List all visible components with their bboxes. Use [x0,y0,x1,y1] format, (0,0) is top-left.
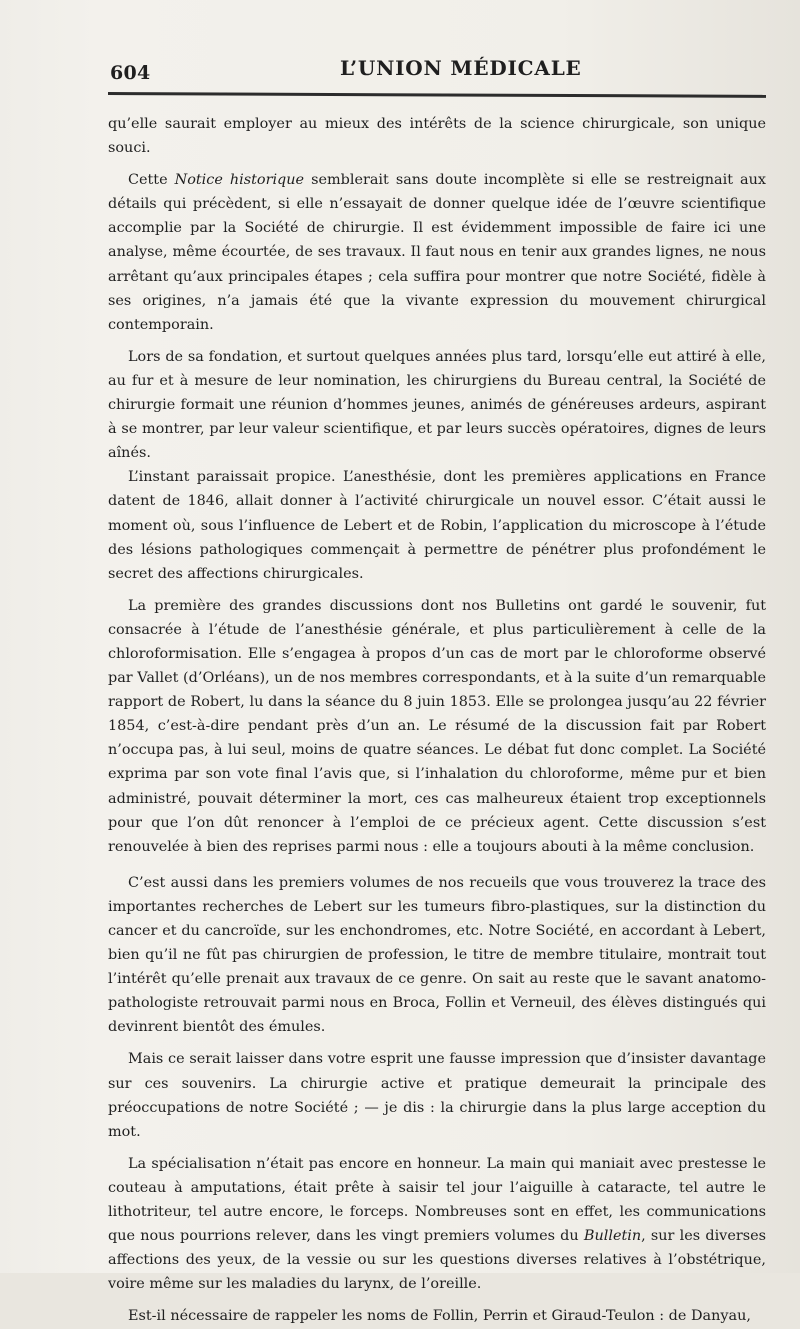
paragraph-chirurgie-active: Mais ce serait laisser dans votre esprit une fausse impression que d’insister davantage sur ces souvenirs. La chirurgie active et pratique demeurait la principale des préoccupations de notre Société ; — je dis : la chirurgie dans la plus large acception du mot. [108,1051,766,1140]
header-rule [108,92,766,98]
body-text [108,112,766,1329]
notice-historique-title: Notice historique [174,172,305,189]
paragraph-anesthesie: L’instant paraissait propice. L’anesthésie, dont les premières applications en France datent de 1846, allait donner à l’activité chirurgicale un nouvel essor. C’était aussi le moment où, sous l’influence de Lebert et de Robin, l’application du microscope à l’étude des lésions pathologiques commençait à permettre de pénétrer plus profondément le secret des affections chirurgicales. [108,469,766,582]
paragraph-continuation: qu’elle saurait employer au mieux des intérêts de la science chirurgicale, son unique souci. [108,116,766,157]
paragraph-notice-rest: semblerait sans doute incomplète si elle se restreignait aux détails qui précèdent, si elle n’essayait de donner quelque idée de l’œuvre scientifique accomplie par la Société de chirurgie. Il est évidemment impossible de faire ici une analyse, même écourtée, de ses travaux. Il faut nous en tenir aux grandes lignes, ne nous arrêtant qu’aux principales étapes ; cela suffira pour montrer que notre Société, fidèle à ses origines, n’a jamais été que la vivante expression du mouvement chirurgical contemporain. [108,172,766,333]
paragraph-specialisation-start: La spécialisation n’était pas encore en honneur. La main qui maniait avec prestesse le couteau à amputations, était prête à saisir tel jour l’aiguille à cataracte, tel autre le lithotriteur, tel autre encore, le forceps. Nombreuses sont en effet, les communications que nous pourrions relever, dans les vingt premiers volumes du [108,1155,766,1245]
paragraph-final: Est-il nécessaire de rappeler les noms de Follin, Perrin et Giraud-Teulon : de Danyau, [128,1308,751,1325]
page-number: 604 [110,62,151,84]
paragraph-chloroformisation: La première des grandes discussions dont nos Bulletins ont gardé le souvenir, fut consacrée à l’étude de l’anesthésie générale, et plus particulièrement à celle de la chloroformisation. Elle s’engagea à propos d’un cas de mort par le chloroforme observé par Vallet (d’Orléans), un de nos membres correspondants, et à la suite d’un remarquable rapport de Robert, lu dans la séance du 8 juin 1853. Elle se prolongea jusqu’au 22 février 1854, c’est-à-dire pendant près d’un an. Le résumé de la discussion fait par Robert n’occupa pas, à lui seul, moins de quatre séances. Le débat fut donc complet. La Société exprima par son vote final l’avis que, si l’inhalation du chloroforme, même pur et bien administré, pouvait déterminer la mort, ces cas malheureux étaient trop exceptionnels pour que l’on dût renoncer à l’emploi de ce précieux agent. Cette discussion s’est renouvelée à bien des reprises parmi nous : elle a toujours abouti à la même conclusion. [108,597,766,855]
page-header [108,54,766,86]
paragraph-specialisation [108,1152,766,1297]
bulletin-title: Bulletin [583,1228,642,1245]
paragraph-notice-start: Cette [128,172,175,189]
paragraph-lebert: C’est aussi dans les premiers volumes de nos recueils que vous trouverez la trace des importantes recherches de Lebert sur les tumeurs fibro-plastiques, sur la distinction du cancer et du cancroïde, sur les enchondromes, etc. Notre Société, en accordant à Lebert, bien qu’il ne fût pas chirurgien de profession, le titre de membre titulaire, montrait tout l’intérêt qu’elle prenait aux travaux de ce genre. On sait au reste que le savant anatomo-pathologiste retrouvait parmi nous en Broca, Follin et Verneuil, des élèves distingués qui devinrent bientôt des émules. [108,874,766,1036]
paragraph-notice [108,168,766,337]
running-title: L’UNION MÉDICALE [340,56,582,80]
paragraph-specialisation-rest: , sur les diverses affections des yeux, de la vessie ou sur les questions diverses relatives à l’obstétrique, voire même sur les maladies du larynx, de l’oreille. [108,1228,766,1293]
paragraph-fondation: Lors de sa fondation, et surtout quelques années plus tard, lorsqu’elle eut attiré à elle, au fur et à mesure de leur nomination, les chirurgiens du Bureau central, la Société de chirurgie formait une réunion d’hommes jeunes, animés de généreuses ardeurs, aspirant à se montrer, par leur valeur scientifique, et par leurs succès opératoires, dignes de leurs aînés. [108,348,766,462]
